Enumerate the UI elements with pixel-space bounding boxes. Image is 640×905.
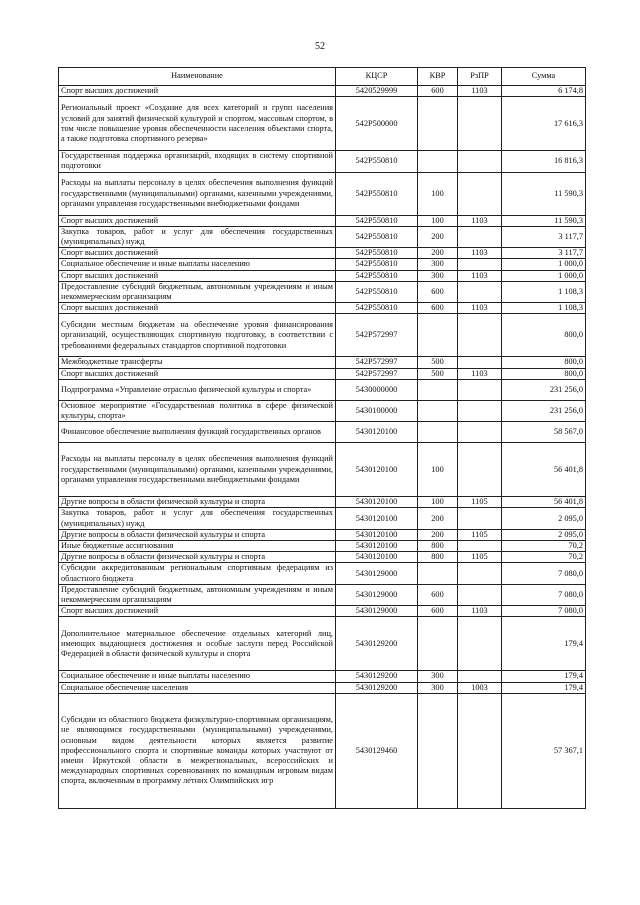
- table-cell-rzpr: 1105: [458, 529, 502, 540]
- table-cell-name: Спорт высших достижений: [59, 248, 336, 259]
- table-cell-sum: 7 080,0: [502, 606, 586, 617]
- table-cell-kvr: 200: [418, 248, 458, 259]
- table-cell-kcsr: 542P500000: [336, 97, 418, 151]
- table-cell-kcsr: 5430129000: [336, 606, 418, 617]
- table-cell-rzpr: [458, 443, 502, 497]
- page-number: 52: [315, 41, 325, 52]
- table-cell-rzpr: 1103: [458, 248, 502, 259]
- table-cell-name: Другие вопросы в области физической культуры и спорта: [59, 529, 336, 540]
- table-row: [59, 682, 586, 693]
- table-cell-kvr: [418, 693, 458, 808]
- table-cell-sum: 800,0: [502, 314, 586, 357]
- table-cell-sum: 70,2: [502, 541, 586, 552]
- table-cell-rzpr: [458, 314, 502, 357]
- table-cell-kvr: 100: [418, 215, 458, 226]
- table-cell-kcsr: 5430129200: [336, 617, 418, 671]
- table-row: [59, 584, 586, 605]
- table-body: [59, 86, 586, 809]
- table-cell-kcsr: 5430129200: [336, 671, 418, 682]
- table-cell-rzpr: [458, 584, 502, 605]
- table-cell-kvr: 600: [418, 584, 458, 605]
- table-cell-kcsr: 542P572997: [336, 368, 418, 379]
- table-row: [59, 97, 586, 151]
- table-cell-sum: 2 095,0: [502, 508, 586, 529]
- table-cell-kvr: 800: [418, 541, 458, 552]
- table-row: [59, 248, 586, 259]
- table-cell-kvr: [418, 97, 458, 151]
- table-cell-name: Межбюджетные трансферты: [59, 357, 336, 368]
- table-row: [59, 552, 586, 563]
- table-cell-kvr: 200: [418, 508, 458, 529]
- table-cell-kcsr: 542P550810: [336, 226, 418, 247]
- table-cell-rzpr: [458, 172, 502, 215]
- table-cell-rzpr: [458, 400, 502, 421]
- table-cell-kcsr: 5430120100: [336, 552, 418, 563]
- table-cell-sum: 231 256,0: [502, 400, 586, 421]
- column-header-kcsr: КЦСР: [336, 68, 418, 86]
- table-cell-name: Другие вопросы в области физической культуры и спорта: [59, 497, 336, 508]
- table-cell-sum: 231 256,0: [502, 379, 586, 400]
- column-header-kvr: КВР: [418, 68, 458, 86]
- table-row: [59, 563, 586, 584]
- table-row: [59, 606, 586, 617]
- table-cell-name: Региональный проект «Создание для всех категорий и групп населения условий для занятий физической культурой и спортом, массовым спортом, в том числе повышение уровня обеспеченности населения объектами спорта, а также подготовка спортивного резерва»: [59, 97, 336, 151]
- table-row: [59, 303, 586, 314]
- table-cell-kvr: 600: [418, 606, 458, 617]
- table-cell-kcsr: 5430129460: [336, 693, 418, 808]
- column-header-sum: Сумма: [502, 68, 586, 86]
- table-cell-rzpr: [458, 422, 502, 443]
- table-cell-rzpr: 1103: [458, 606, 502, 617]
- table-cell-kvr: 300: [418, 270, 458, 281]
- table-cell-kvr: 500: [418, 368, 458, 379]
- table-cell-kvr: [418, 617, 458, 671]
- table-cell-kvr: 200: [418, 226, 458, 247]
- table-cell-kvr: 500: [418, 357, 458, 368]
- table-row: [59, 508, 586, 529]
- table-cell-rzpr: 1103: [458, 215, 502, 226]
- table-cell-kvr: 800: [418, 552, 458, 563]
- table-cell-name: Предоставление субсидий бюджетным, автономным учреждениям и иным некоммерческим организациям: [59, 584, 336, 605]
- table-cell-sum: 70,2: [502, 552, 586, 563]
- table-row: [59, 86, 586, 97]
- table-cell-sum: 58 567,0: [502, 422, 586, 443]
- table-cell-rzpr: [458, 541, 502, 552]
- table-cell-name: Субсидии аккредитованным региональным спортивным федерациям из областного бюджета: [59, 563, 336, 584]
- table-cell-sum: 3 117,7: [502, 248, 586, 259]
- table-cell-rzpr: [458, 226, 502, 247]
- table-cell-sum: 1 108,3: [502, 303, 586, 314]
- table-cell-rzpr: 1003: [458, 682, 502, 693]
- table-header-row: [59, 68, 586, 86]
- table-cell-kvr: 100: [418, 172, 458, 215]
- table-cell-kcsr: 5430120100: [336, 497, 418, 508]
- table-row: [59, 529, 586, 540]
- table-cell-kcsr: 542P550810: [336, 270, 418, 281]
- table-cell-sum: 6 174,8: [502, 86, 586, 97]
- table-row: [59, 270, 586, 281]
- table-cell-name: Спорт высших достижений: [59, 303, 336, 314]
- table-cell-sum: 57 367,1: [502, 693, 586, 808]
- table-cell-name: Спорт высших достижений: [59, 86, 336, 97]
- table-cell-kcsr: 542P550810: [336, 248, 418, 259]
- table-cell-sum: 3 117,7: [502, 226, 586, 247]
- column-header-rzpr: РзПР: [458, 68, 502, 86]
- table-cell-kvr: 600: [418, 281, 458, 302]
- table-cell-sum: 800,0: [502, 368, 586, 379]
- table-cell-kcsr: 5430100000: [336, 400, 418, 421]
- table-cell-kcsr: 5430120100: [336, 443, 418, 497]
- table-cell-kvr: 100: [418, 443, 458, 497]
- table-cell-kvr: 200: [418, 529, 458, 540]
- table-cell-kvr: [418, 563, 458, 584]
- table-cell-kvr: [418, 379, 458, 400]
- table-cell-rzpr: 1103: [458, 368, 502, 379]
- table-cell-name: Субсидии местным бюджетам на обеспечение уровня финансирования организаций, осуществляющих спортивную подготовку, в соответствии с требованиями федеральных стандартов спортивной подготовки: [59, 314, 336, 357]
- table-cell-name: Дополнительное материальное обеспечение отдельных категорий лиц, имеющих выдающиеся достижения и особые заслуги перед Российской Федерацией в области физической культуры и спорта: [59, 617, 336, 671]
- table-cell-sum: 7 080,0: [502, 584, 586, 605]
- table-cell-name: Социальное обеспечение населения: [59, 682, 336, 693]
- table-row: [59, 541, 586, 552]
- table-cell-kcsr: 542P550810: [336, 172, 418, 215]
- table-cell-sum: 16 816,3: [502, 151, 586, 172]
- table-cell-rzpr: [458, 693, 502, 808]
- table-cell-name: Предоставление субсидий бюджетным, автономным учреждениям и иным некоммерческим организациям: [59, 281, 336, 302]
- table-cell-rzpr: 1105: [458, 552, 502, 563]
- table-row: [59, 368, 586, 379]
- table-cell-kcsr: 5430120100: [336, 508, 418, 529]
- table-row: [59, 379, 586, 400]
- table-cell-name: Иные бюджетные ассигнования: [59, 541, 336, 552]
- table-cell-rzpr: [458, 671, 502, 682]
- table-cell-kcsr: 5430120100: [336, 541, 418, 552]
- table-row: [59, 497, 586, 508]
- table-row: [59, 151, 586, 172]
- table-cell-name: Закупка товаров, работ и услуг для обеспечения государственных (муниципальных) нужд: [59, 226, 336, 247]
- table-cell-name: Спорт высших достижений: [59, 270, 336, 281]
- table-cell-name: Спорт высших достижений: [59, 606, 336, 617]
- table-cell-sum: 7 080,0: [502, 563, 586, 584]
- table-cell-rzpr: [458, 97, 502, 151]
- table-cell-kcsr: 5430129000: [336, 584, 418, 605]
- table-cell-kcsr: 5430120100: [336, 422, 418, 443]
- table-cell-name: Основное мероприятие «Государственная политика в сфере физической культуры, спорта»: [59, 400, 336, 421]
- table-cell-rzpr: [458, 563, 502, 584]
- table-cell-kvr: [418, 314, 458, 357]
- table-row: [59, 226, 586, 247]
- table-cell-rzpr: 1105: [458, 497, 502, 508]
- table-cell-kcsr: 5420529999: [336, 86, 418, 97]
- table-cell-kvr: 300: [418, 671, 458, 682]
- table-cell-sum: 1 000,0: [502, 259, 586, 270]
- table-cell-sum: 800,0: [502, 357, 586, 368]
- table-cell-kvr: 300: [418, 259, 458, 270]
- table-row: [59, 314, 586, 357]
- table-cell-sum: 56 401,8: [502, 443, 586, 497]
- table-cell-rzpr: 1103: [458, 86, 502, 97]
- table-cell-rzpr: [458, 357, 502, 368]
- table-cell-name: Субсидии из областного бюджета физкультурно-спортивным организациям, не являющимся государственными (муниципальными) учреждениями, основным видом деятельности которых является развитие профессионального спорта и спортивные команды которых участвуют от имени Иркутской области в межрегиональных, всероссийских и международных спортивных соревнованиях по командным игровым видам спорта, включенным в программу летних Олимпийских игр: [59, 693, 336, 808]
- table-cell-sum: 179,4: [502, 682, 586, 693]
- table-cell-sum: 179,4: [502, 671, 586, 682]
- table-cell-kvr: 600: [418, 303, 458, 314]
- table-cell-rzpr: [458, 151, 502, 172]
- table-cell-rzpr: [458, 379, 502, 400]
- table-row: [59, 172, 586, 215]
- budget-table: [58, 67, 586, 809]
- table-cell-kcsr: 542P550810: [336, 281, 418, 302]
- table-cell-rzpr: 1103: [458, 270, 502, 281]
- table-cell-sum: 56 401,8: [502, 497, 586, 508]
- table-cell-rzpr: [458, 508, 502, 529]
- table-cell-kvr: 600: [418, 86, 458, 97]
- table-cell-kvr: [418, 400, 458, 421]
- table-cell-rzpr: [458, 259, 502, 270]
- table-cell-rzpr: 1103: [458, 303, 502, 314]
- table-cell-name: Социальное обеспечение и иные выплаты населению: [59, 671, 336, 682]
- table-cell-kcsr: 5430000000: [336, 379, 418, 400]
- table-cell-kcsr: 542P550810: [336, 259, 418, 270]
- table-row: [59, 422, 586, 443]
- table-cell-sum: 1 108,3: [502, 281, 586, 302]
- table-cell-kcsr: 542P550810: [336, 215, 418, 226]
- table-row: [59, 281, 586, 302]
- table-cell-name: Спорт высших достижений: [59, 368, 336, 379]
- table-cell-kcsr: 542P572997: [336, 314, 418, 357]
- table-cell-kvr: 100: [418, 497, 458, 508]
- table-cell-rzpr: [458, 281, 502, 302]
- table-cell-sum: 1 000,0: [502, 270, 586, 281]
- table-cell-kcsr: 5430120100: [336, 529, 418, 540]
- table-cell-kcsr: 5430129000: [336, 563, 418, 584]
- table-cell-name: Расходы на выплаты персоналу в целях обеспечения выполнения функций государственными (муниципальными) органами, казенными учреждениями, органами управления государственными внебюджетными фондами: [59, 443, 336, 497]
- table-cell-sum: 11 590,3: [502, 172, 586, 215]
- table-cell-name: Подпрограмма «Управление отраслью физической культуры и спорта»: [59, 379, 336, 400]
- table-row: [59, 617, 586, 671]
- table-cell-name: Спорт высших достижений: [59, 215, 336, 226]
- table-cell-kcsr: 542P572997: [336, 357, 418, 368]
- table-row: [59, 671, 586, 682]
- table-row: [59, 357, 586, 368]
- table-cell-kcsr: 542P550810: [336, 303, 418, 314]
- table-cell-name: Расходы на выплаты персоналу в целях обеспечения выполнения функций государственными (муниципальными) органами, казенными учреждениями, органами управления государственными внебюджетными фондами: [59, 172, 336, 215]
- table-cell-kvr: [418, 151, 458, 172]
- table-cell-rzpr: [458, 617, 502, 671]
- table-row: [59, 215, 586, 226]
- table-cell-kcsr: 5430129200: [336, 682, 418, 693]
- table-cell-sum: 2 095,0: [502, 529, 586, 540]
- table-row: [59, 259, 586, 270]
- table-cell-name: Другие вопросы в области физической культуры и спорта: [59, 552, 336, 563]
- table-cell-name: Государственная поддержка организаций, входящих в систему спортивной подготовки: [59, 151, 336, 172]
- table-row: [59, 443, 586, 497]
- table-cell-name: Социальное обеспечение и иные выплаты населению: [59, 259, 336, 270]
- table-cell-name: Финансовое обеспечение выполнения функций государственных органов: [59, 422, 336, 443]
- table-cell-sum: 11 590,3: [502, 215, 586, 226]
- column-header-name: Наименование: [59, 68, 336, 86]
- table-row: [59, 400, 586, 421]
- table-cell-kvr: 300: [418, 682, 458, 693]
- table-cell-sum: 17 616,3: [502, 97, 586, 151]
- table-cell-kvr: [418, 422, 458, 443]
- table-row: [59, 693, 586, 808]
- table-cell-sum: 179,4: [502, 617, 586, 671]
- table-cell-name: Закупка товаров, работ и услуг для обеспечения государственных (муниципальных) нужд: [59, 508, 336, 529]
- table-cell-kcsr: 542P550810: [336, 151, 418, 172]
